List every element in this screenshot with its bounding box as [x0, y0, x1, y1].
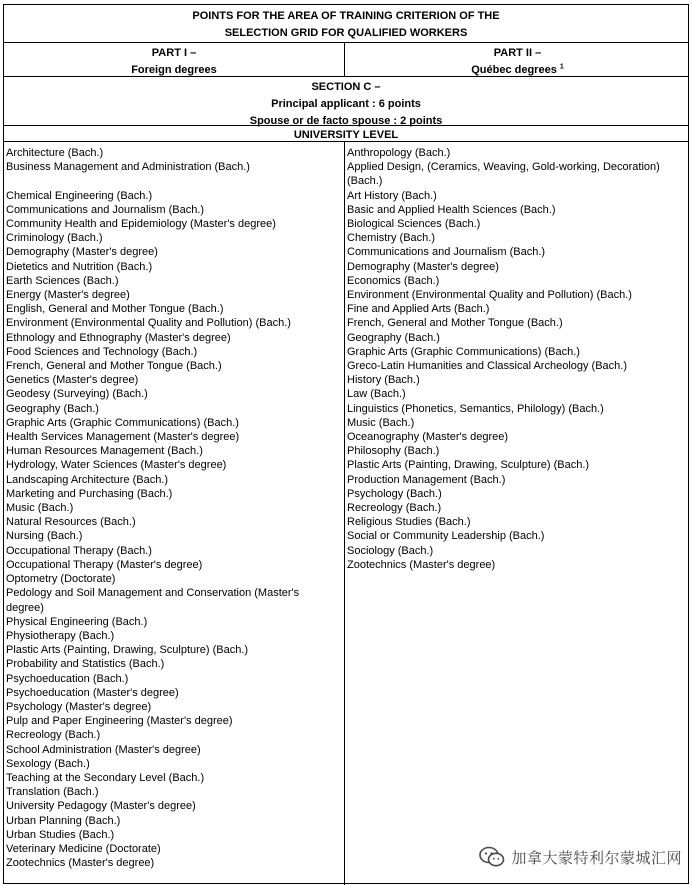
- part2-label: PART II –: [493, 47, 542, 59]
- degree-item: Social or Community Leadership (Bach.): [347, 530, 545, 543]
- part1-label: PART I –: [151, 47, 197, 59]
- degree-item: Sociology (Bach.): [347, 544, 434, 557]
- degree-item: Graphic Arts (Graphic Communications) (Bach.): [347, 345, 580, 358]
- quebec-degrees-list: [347, 146, 687, 572]
- degree-item: Zootechnics (Master's degree): [347, 558, 496, 571]
- title-line-2: SELECTION GRID FOR QUALIFIED WORKERS: [224, 27, 468, 39]
- degree-item: Chemistry (Bach.): [347, 232, 436, 245]
- degree-item: Criminology (Bach.): [6, 232, 103, 245]
- degree-item: School Administration (Master's degree): [6, 743, 201, 756]
- university-level-heading: UNIVERSITY LEVEL: [293, 129, 399, 141]
- degree-item: Urban Studies (Bach.): [6, 828, 115, 841]
- degree-item: [6, 174, 342, 188]
- degree-item: University Pedagogy (Master's degree): [6, 800, 196, 813]
- degree-item: Economics (Bach.): [347, 274, 440, 287]
- rule-under-title: [4, 42, 688, 43]
- degree-item: Psychoeducation (Master's degree): [6, 686, 179, 699]
- part2-subtitle-text: Québec degrees: [471, 64, 557, 76]
- wechat-icon: [479, 846, 505, 868]
- degree-item: Environment (Environmental Quality and Pollution) (Bach.): [6, 317, 291, 330]
- degree-item: Pulp and Paper Engineering (Master's degree): [6, 715, 233, 728]
- degree-item: Music (Bach.): [347, 416, 415, 429]
- table-title: [4, 8, 688, 42]
- degree-item: Probability and Statistics (Bach.): [6, 658, 165, 671]
- degree-item: Natural Resources (Bach.): [6, 516, 136, 529]
- degree-item: Food Sciences and Technology (Bach.): [6, 345, 198, 358]
- part1-header: [4, 45, 344, 79]
- degree-item: Dietetics and Nutrition (Bach.): [6, 260, 153, 273]
- degree-item: Greco-Latin Humanities and Classical Archeology (Bach.): [347, 360, 628, 373]
- section-header: [4, 79, 688, 130]
- degree-item: Demography (Master's degree): [347, 260, 499, 273]
- degree-item: English, General and Mother Tongue (Bach.): [6, 303, 224, 316]
- degree-item: Business Management and Administration (Bach.): [6, 161, 250, 174]
- degree-item: Pedology and Soil Management and Conservation (Master's: [6, 587, 300, 600]
- degree-item: Veterinary Medicine (Doctorate): [6, 842, 161, 855]
- degree-item: Psychology (Bach.): [347, 487, 442, 500]
- degree-item: Biological Sciences (Bach.): [347, 218, 481, 231]
- degree-item: Community Health and Epidemiology (Master's degree): [6, 218, 276, 231]
- watermark: [479, 846, 682, 868]
- points-table: [3, 4, 689, 884]
- degree-item: Physiotherapy (Bach.): [6, 629, 115, 642]
- degree-item: Religious Studies (Bach.): [347, 516, 471, 529]
- degree-item: Nursing (Bach.): [6, 530, 83, 543]
- part2-footnote: 1: [559, 63, 564, 71]
- degree-item: Zootechnics (Master's degree): [6, 857, 155, 870]
- degree-item: Optometry (Doctorate): [6, 573, 116, 586]
- foreign-degrees-list: [6, 146, 342, 870]
- degree-item: Teaching at the Secondary Level (Bach.): [6, 771, 205, 784]
- degree-item: Architecture (Bach.): [6, 147, 104, 159]
- degree-item: Art History (Bach.): [347, 189, 437, 202]
- degree-item: French, General and Mother Tongue (Bach.): [347, 317, 563, 330]
- degree-item: Law (Bach.): [347, 388, 406, 401]
- degree-item: Genetics (Master's degree): [6, 374, 139, 387]
- degree-item: Oceanography (Master's degree): [347, 431, 509, 444]
- degree-item: Psychoeducation (Bach.): [6, 672, 129, 685]
- part1-subtitle: Foreign degrees: [131, 64, 217, 76]
- degree-item: Recreology (Bach.): [347, 502, 442, 515]
- watermark-text: 加拿大蒙特利尔蒙城汇网: [511, 849, 682, 867]
- degree-item: History (Bach.): [347, 374, 420, 387]
- section-label: SECTION C –: [311, 81, 381, 93]
- degree-item: Energy (Master's degree): [6, 289, 130, 302]
- degree-item: Production Management (Bach.): [347, 473, 506, 486]
- principal-points: Principal applicant : 6 points: [271, 98, 421, 110]
- degree-item: Communications and Journalism (Bach.): [6, 203, 205, 216]
- degree-item: Demography (Master's degree): [6, 246, 158, 259]
- degree-item: Geography (Bach.): [347, 331, 440, 344]
- degree-item: Applied Design, (Ceramics, Weaving, Gold-working, Decoration): [347, 161, 660, 174]
- degree-item: Linguistics (Phonetics, Semantics, Philology) (Bach.): [347, 402, 604, 415]
- degree-item: Environment (Environmental Quality and Pollution) (Bach.): [347, 289, 632, 302]
- degree-item: Ethnology and Ethnography (Master's degree): [6, 331, 231, 344]
- part2-header: [345, 45, 690, 79]
- degree-item: Sexology (Bach.): [6, 757, 90, 770]
- degree-item: Physical Engineering (Bach.): [6, 615, 148, 628]
- degree-item: degree): [6, 601, 44, 614]
- degree-item: Geodesy (Surveying) (Bach.): [6, 388, 148, 401]
- degree-item: Translation (Bach.): [6, 786, 99, 799]
- degree-item: Plastic Arts (Painting, Drawing, Sculpture) (Bach.): [347, 459, 590, 472]
- degree-item: Earth Sciences (Bach.): [6, 274, 119, 287]
- part2-subtitle: [345, 62, 690, 79]
- degree-item: Fine and Applied Arts (Bach.): [347, 303, 490, 316]
- degree-item: Graphic Arts (Graphic Communications) (Bach.): [6, 416, 239, 429]
- degree-item: Basic and Applied Health Sciences (Bach.): [347, 203, 556, 216]
- degree-item: Psychology (Master's degree): [6, 700, 152, 713]
- degree-item: Marketing and Purchasing (Bach.): [6, 487, 173, 500]
- degree-item: Health Services Management (Master's degree): [6, 431, 240, 444]
- degree-item: Anthropology (Bach.): [347, 147, 451, 159]
- degree-item: Music (Bach.): [6, 502, 74, 515]
- degree-item: Human Resources Management (Bach.): [6, 445, 203, 458]
- degree-item: Plastic Arts (Painting, Drawing, Sculpture) (Bach.): [6, 644, 249, 657]
- degree-item: Recreology (Bach.): [6, 729, 101, 742]
- degree-item: Communications and Journalism (Bach.): [347, 246, 546, 259]
- degree-item: French, General and Mother Tongue (Bach.): [6, 360, 222, 373]
- columns-divider: [344, 141, 345, 885]
- degree-item: Urban Planning (Bach.): [6, 814, 121, 827]
- degree-item: Philosophy (Bach.): [347, 445, 440, 458]
- degree-item: Hydrology, Water Sciences (Master's degree): [6, 459, 227, 472]
- degree-item: Landscaping Architecture (Bach.): [6, 473, 169, 486]
- degree-item: Occupational Therapy (Bach.): [6, 544, 152, 557]
- degree-item: Geography (Bach.): [6, 402, 99, 415]
- degree-item: Occupational Therapy (Master's degree): [6, 558, 203, 571]
- spouse-points: Spouse or de facto spouse : 2 points: [249, 115, 443, 127]
- title-line-1: POINTS FOR THE AREA OF TRAINING CRITERION OF THE: [192, 10, 500, 22]
- degree-item: Chemical Engineering (Bach.): [6, 189, 153, 202]
- degree-item: (Bach.): [347, 175, 383, 188]
